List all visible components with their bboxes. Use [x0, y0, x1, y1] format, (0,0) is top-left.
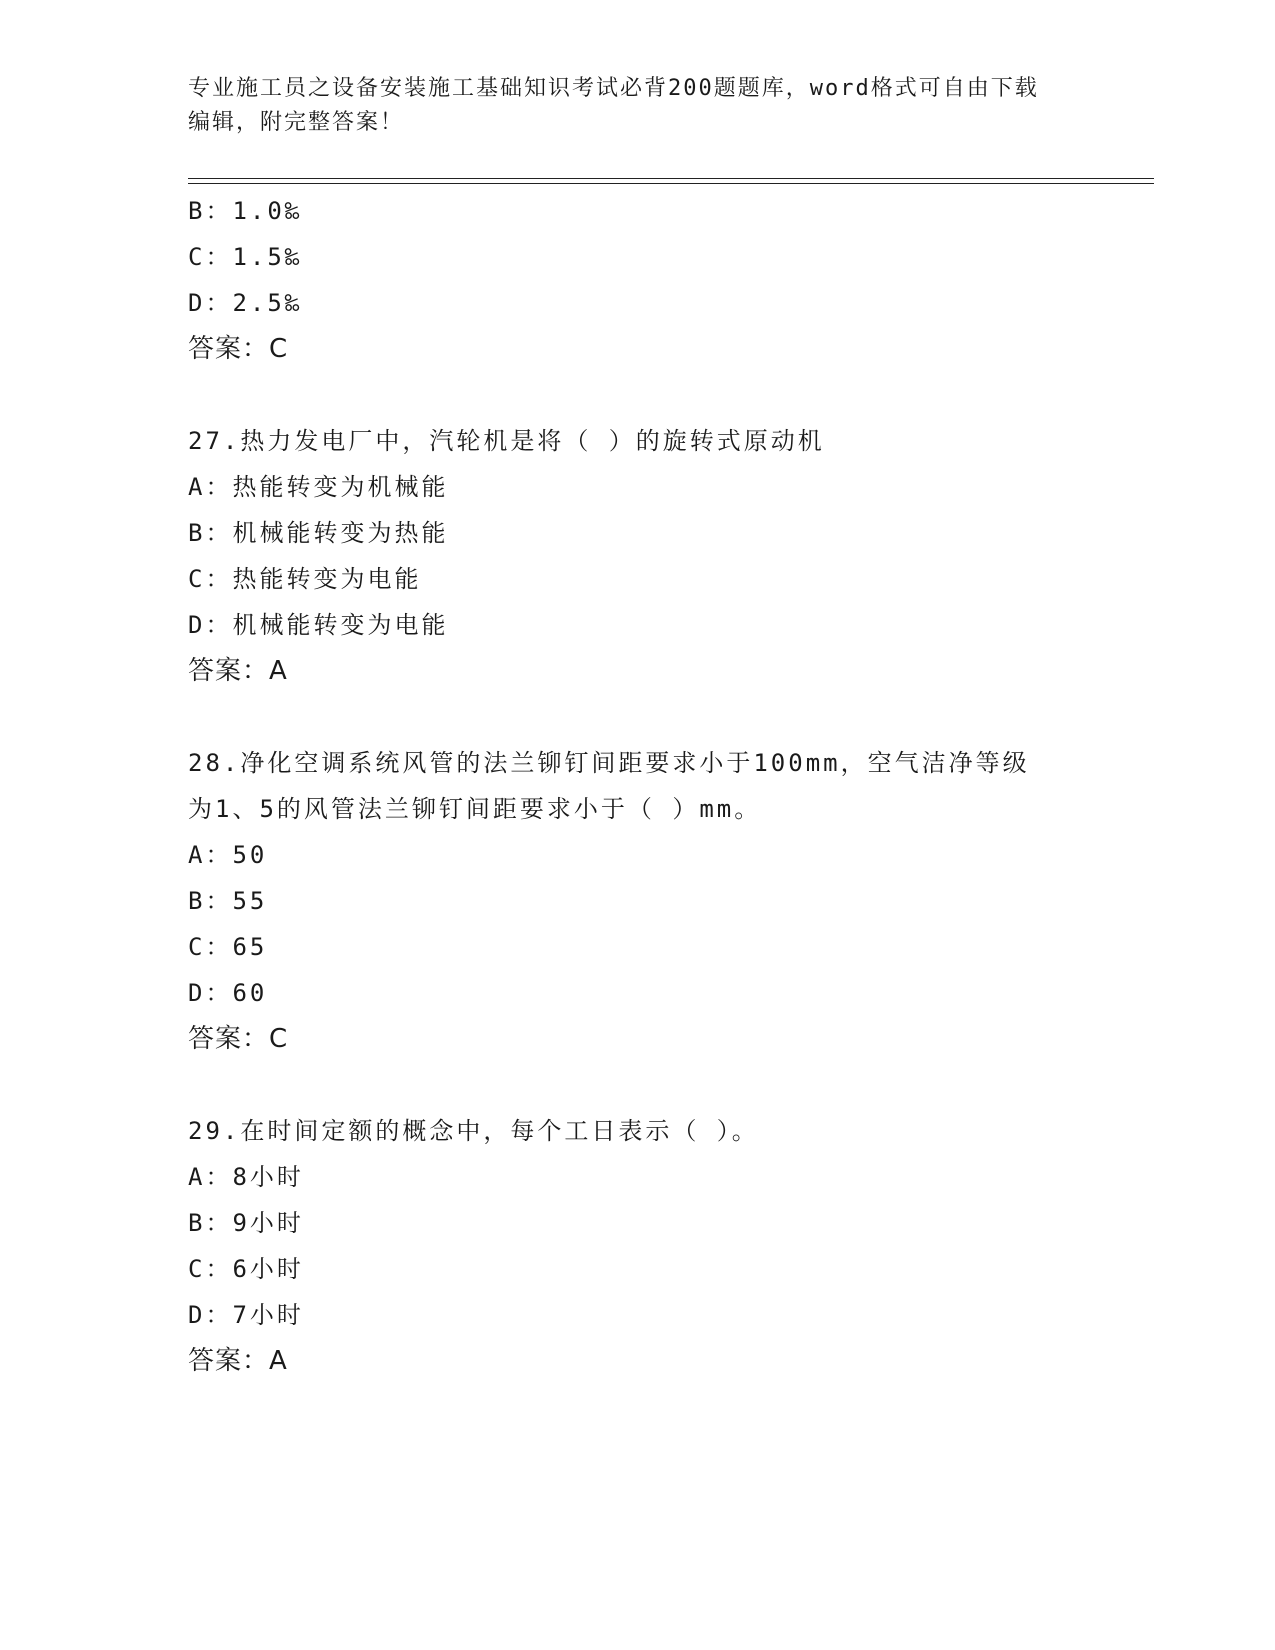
option-c: C：1.5‰ — [188, 243, 303, 271]
option-c: C：热能转变为电能 — [188, 565, 422, 593]
option-c: C：6小时 — [188, 1255, 304, 1283]
option-d: D：2.5‰ — [188, 289, 303, 317]
option-b: B：55 — [188, 887, 268, 915]
option-b: B：机械能转变为热能 — [188, 519, 449, 547]
option-c: C：65 — [188, 933, 268, 961]
option-a: A：热能转变为机械能 — [188, 473, 449, 501]
question-27 — [188, 418, 1108, 694]
header-line-2: 编辑，附完整答案！ — [188, 110, 405, 135]
document-header — [188, 72, 1088, 140]
option-a: A：50 — [188, 841, 268, 869]
answer-label: 答案：A — [188, 656, 288, 686]
option-d: D：60 — [188, 979, 268, 1007]
option-b: B：1.0‰ — [188, 197, 303, 225]
header-divider-bottom — [188, 183, 1154, 184]
header-line-1: 专业施工员之设备安装施工基础知识考试必背200题题库，word格式可自由下载 — [188, 76, 1039, 101]
question-title-line-2: 为1、5的风管法兰铆钉间距要求小于（ ）mm。 — [188, 795, 762, 823]
question-26-fragment — [188, 188, 1108, 372]
header-divider-top — [188, 178, 1154, 179]
question-29 — [188, 1108, 1108, 1384]
question-title: 29.在时间定额的概念中，每个工日表示（ ）。 — [188, 1117, 759, 1145]
option-d: D：机械能转变为电能 — [188, 611, 449, 639]
answer-label: 答案：A — [188, 1346, 288, 1376]
option-a: A：8小时 — [188, 1163, 304, 1191]
option-d: D：7小时 — [188, 1301, 304, 1329]
question-title: 27.热力发电厂中，汽轮机是将（ ）的旋转式原动机 — [188, 427, 825, 455]
question-title-line-1: 28.净化空调系统风管的法兰铆钉间距要求小于100mm，空气洁净等级 — [188, 749, 1030, 777]
question-28 — [188, 740, 1108, 1062]
question-list — [188, 188, 1108, 1384]
answer-label: 答案：C — [188, 334, 289, 364]
option-b: B：9小时 — [188, 1209, 304, 1237]
answer-label: 答案：C — [188, 1024, 289, 1054]
